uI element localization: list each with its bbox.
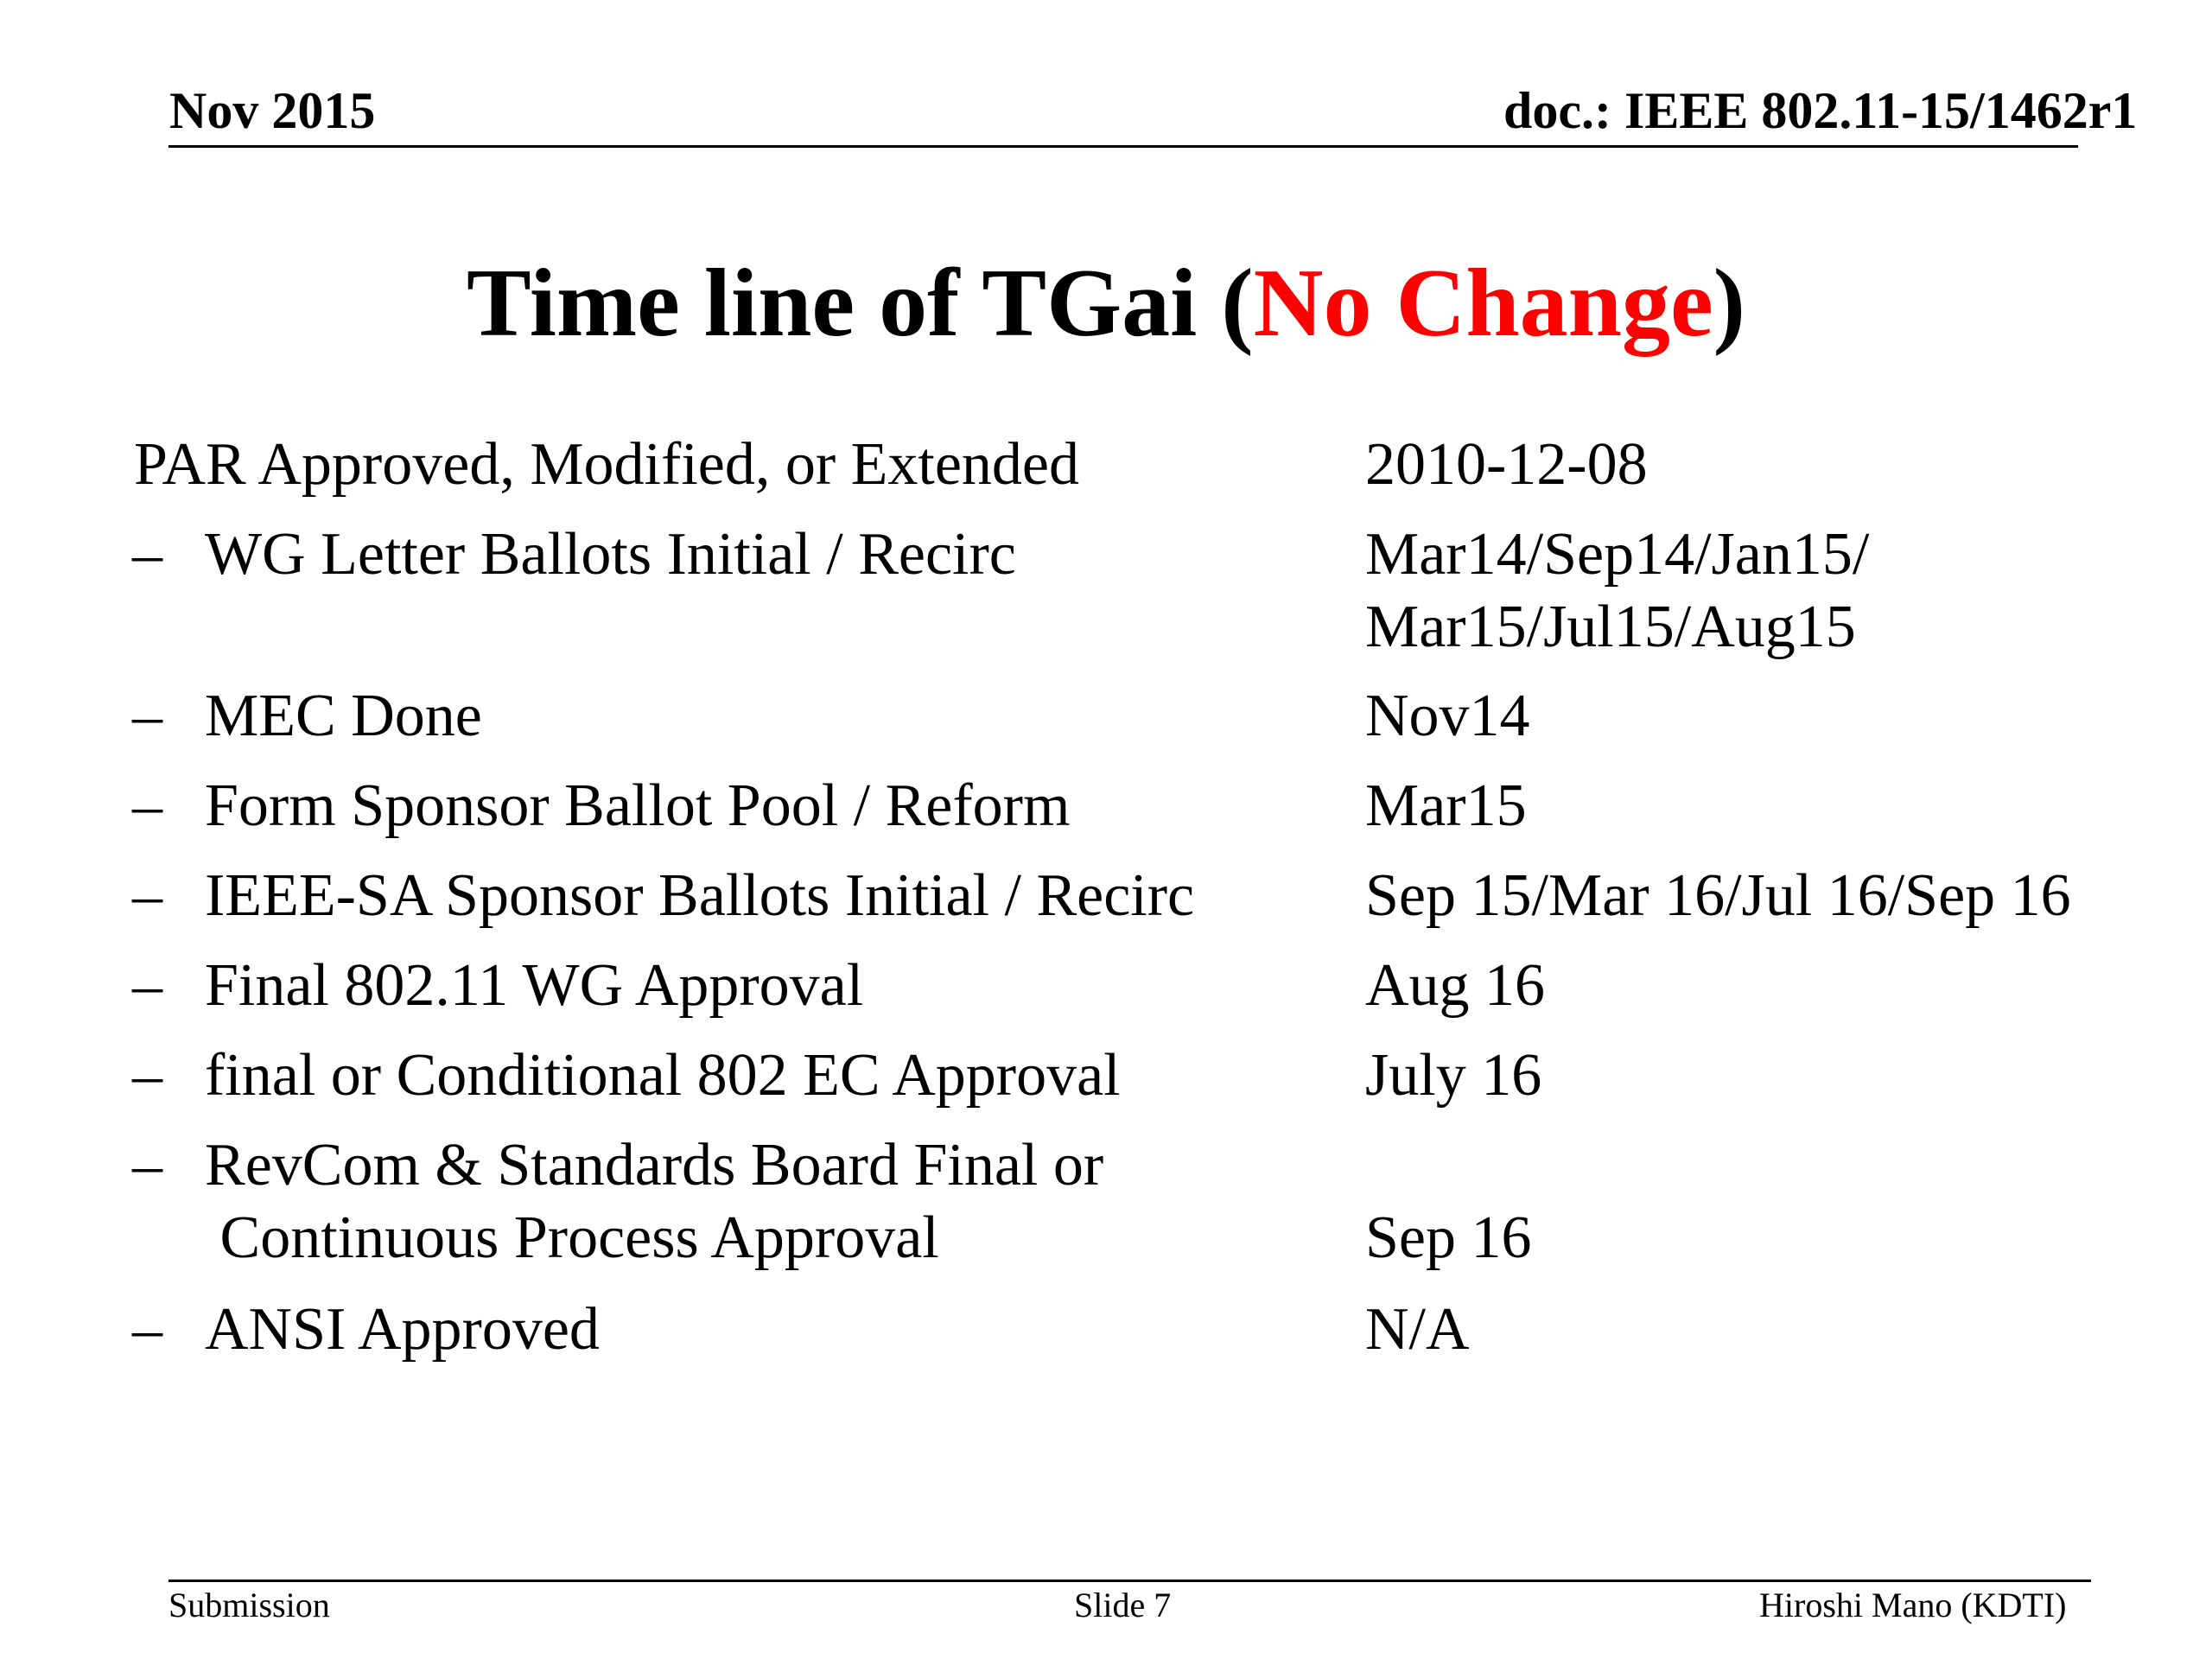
timeline-label: PAR Approved, Modified, or Extended [134, 431, 1079, 498]
timeline-value: July 16 [1365, 1042, 1542, 1109]
dash-bullet: – [132, 772, 162, 839]
timeline-label: WG Letter Ballots Initial / Recirc [205, 521, 1016, 588]
timeline-value-line1 [1365, 1129, 1532, 1202]
header-rule [168, 145, 2078, 148]
dash-bullet: – [132, 1042, 162, 1109]
timeline-value-line2: Sep 16 [1365, 1205, 1532, 1271]
timeline-label: MEC Done [205, 683, 482, 749]
timeline-value-line1: Mar14/Sep14/Jan15/ [1365, 521, 1870, 588]
timeline-value [1365, 1129, 1532, 1274]
timeline-label-line1: RevCom & Standards Board Final or [205, 1132, 1104, 1198]
footer-submission: Submission [168, 1586, 330, 1624]
header-doc-id: doc.: IEEE 802.11-15/1462r1 [1503, 82, 2138, 139]
timeline-label: Form Sponsor Ballot Pool / Reform [205, 772, 1071, 839]
dash-bullet: – [132, 1132, 162, 1198]
timeline-value: Aug 16 [1365, 952, 1546, 1019]
timeline-label: ANSI Approved [205, 1296, 600, 1363]
footer-author: Hiroshi Mano (KDTI) [1759, 1586, 2067, 1624]
timeline-value: Sep 15/Mar 16/Jul 16/Sep 16 [1365, 862, 2071, 929]
header-date: Nov 2015 [169, 82, 376, 139]
timeline-value [1365, 518, 1869, 664]
timeline-label [205, 1129, 1103, 1274]
footer-slide-number: Slide 7 [1074, 1586, 1172, 1624]
timeline-value: Nov14 [1365, 683, 1530, 749]
title-main: Time line of TGai ( [467, 250, 1254, 357]
dash-bullet: – [132, 862, 162, 929]
timeline-label: final or Conditional 802 EC Approval [205, 1042, 1121, 1109]
title-highlight: No Change [1253, 250, 1713, 357]
timeline-label: IEEE-SA Sponsor Ballots Initial / Recirc [205, 862, 1195, 929]
timeline-value-line2: Mar15/Jul15/Aug15 [1365, 594, 1856, 660]
dash-bullet: – [132, 952, 162, 1019]
dash-bullet: – [132, 1296, 162, 1363]
timeline-value: N/A [1365, 1296, 1470, 1363]
timeline-value: 2010-12-08 [1365, 431, 1648, 498]
timeline-value: Mar15 [1365, 772, 1527, 839]
slide-title [0, 251, 2212, 357]
dash-bullet: – [132, 683, 162, 749]
footer-rule [168, 1580, 2091, 1582]
timeline-label-line2: Continuous Process Approval [205, 1205, 939, 1271]
title-close: ) [1713, 250, 1745, 357]
dash-bullet: – [132, 521, 162, 588]
timeline-label: Final 802.11 WG Approval [205, 952, 864, 1019]
